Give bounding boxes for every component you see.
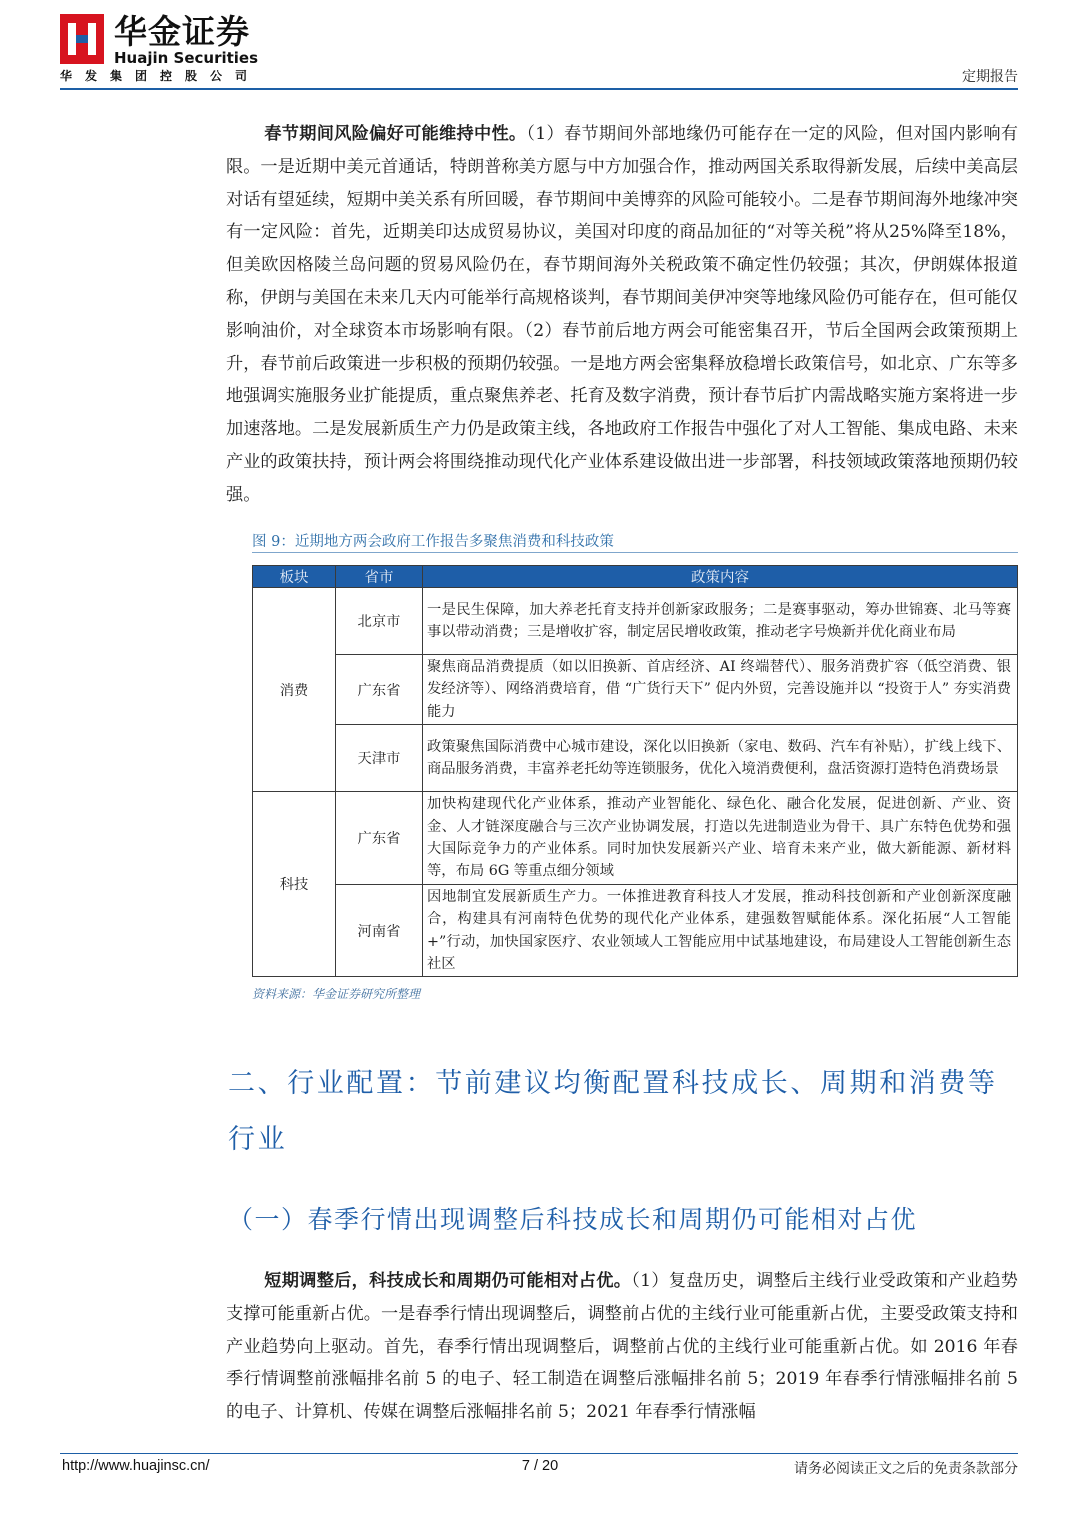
subsection-heading: （一）春季行情出现调整后科技成长和周期仍可能相对占优 bbox=[228, 1205, 918, 1234]
paragraph-body: （1）春节期间外部地缘仍可能存在一定的风险，但对国内影响有限。一是近期中美元首通话，特朗普称美方愿与中方加强合作，推动两国关系取得新发展，后续中美高层对话有望延续，短期中美关系有所回暖，春节期间中美博弈的风险可能较小。二是春节期间海外地缘冲突有一定风险：首先，近期美印达成贸易协议，美国对印度的商品加征的“对等关税”将从25%降至18%，但美欧因格陵兰岛问题的贸易风险仍在，春节期间海外关税政策不确定性仍较强；其次，伊朗媒体报道称，伊朗与美国在未来几天内可能举行高规格谈判，春节期间美伊冲突等地缘风险仍可能存在，但可能仅影响油价，对全球资本市场影响有限。（2）春节前后地方两会可能密集召开，节后全国两会政策预期上升，春节前后政策进一步积极的预期仍较强。一是地方两会密集释放稳增长政策信号，如北京、广东等多地强调实施服务业扩能提质，重点聚焦养老、托育及数字消费，预计春节后扩内需战略实施方案将进一步加速落地。二是发展新质生产力仍是政策主线，各地政府工作报告中强化了对人工智能、集成电路、未来产业的政策扶持，预计两会将围绕推动现代化产业体系建设做出进一步部署，科技领域政策落地预期仍较强。 bbox=[226, 124, 1018, 505]
logo-group-tagline: 华发集团控股公司 bbox=[60, 69, 261, 83]
page-header bbox=[60, 12, 1018, 90]
figure-source: 资料来源：华金证券研究所整理 bbox=[252, 987, 421, 1001]
province-cell: 广东省 bbox=[336, 792, 423, 885]
figure-title-divider bbox=[252, 552, 1018, 553]
sector-cell-technology: 科技 bbox=[253, 792, 336, 977]
policy-cell: 一是民生保障，加大养老托育支持并创新家政服务；二是赛事驱动，筹办世锦赛、北马等赛事以带动消费；三是增收扩容，制定居民增收政策，推动老字号焕新并优化商业布局 bbox=[423, 588, 1018, 655]
paragraph-body: （1）复盘历史，调整后主线行业受政策和产业趋势支撑可能重新占优。一是春季行情出现调整后，调整前占优的主线行业可能重新占优，主要受政策支持和产业趋势向上驱动。首先，春季行情出现调整后，调整前占优的主线行业可能重新占优。如 2016 年春季行情调整前涨幅排名前 5 的电子、轻工制造在调整后涨幅排名前 5；2019 年春季行情涨幅排名前 5 的电子、计算机、传媒在调整后涨幅排名前 5；2021 年春季行情涨幅 bbox=[226, 1271, 1018, 1423]
paragraph-lead: 短期调整后，科技成长和周期仍可能相对占优。 bbox=[264, 1271, 632, 1291]
column-header-policy: 政策内容 bbox=[423, 566, 1018, 588]
column-header-province: 省市 bbox=[336, 566, 423, 588]
huajin-logo-icon bbox=[60, 14, 104, 64]
table-row bbox=[253, 588, 1018, 655]
column-header-sector: 板块 bbox=[253, 566, 336, 588]
policy-table bbox=[252, 565, 1018, 977]
policy-cell: 加快构建现代化产业体系，推动产业智能化、绿色化、融合化发展，促进创新、产业、资金、人才链深度融合与三次产业协调发展，打造以先进制造业为骨干、具广东特色优势和强大国际竞争力的产业体系。同时加快发展新兴产业、培育未来产业，做大新能源、新材料等，布局 6G 等重点细分领域 bbox=[423, 792, 1018, 885]
table-row bbox=[253, 725, 1018, 792]
province-cell: 北京市 bbox=[336, 588, 423, 655]
province-cell: 天津市 bbox=[336, 725, 423, 792]
logo-chinese-name: 华金证券 bbox=[114, 12, 250, 51]
page-number: 7 / 20 bbox=[521, 1458, 559, 1474]
disclaimer-note: 请务必阅读正文之后的免责条款部分 bbox=[794, 1461, 1018, 1477]
paragraph-sector-rotation bbox=[226, 1265, 1018, 1429]
table-row bbox=[253, 884, 1018, 977]
footer-divider bbox=[60, 1453, 1018, 1454]
table-header-row bbox=[253, 566, 1018, 588]
province-cell: 广东省 bbox=[336, 655, 423, 725]
website-link[interactable]: http://www.huajinsc.cn/ bbox=[62, 1458, 210, 1474]
report-type: 定期报告 bbox=[962, 69, 1018, 85]
sector-cell-consumption: 消费 bbox=[253, 588, 336, 792]
policy-cell: 聚焦商品消费提质（如以旧换新、首店经济、AI 终端替代）、服务消费扩容（低空消费、银发经济等）、网络消费培育，借 “广货行天下” 促内外贸，完善设施并以 “投资于人” 夯实消费能力 bbox=[423, 655, 1018, 725]
policy-cell: 因地制宜发展新质生产力。一体推进教育科技人才发展，推动科技创新和产业创新深度融合，构建具有河南特色优势的现代化产业体系，建强数智赋能体系。深化拓展“人工智能+”行动，加快国家医疗、农业领域人工智能应用中试基地建设，布局建设人工智能创新生态社区 bbox=[423, 884, 1018, 977]
table-row bbox=[253, 655, 1018, 725]
policy-cell: 政策聚焦国际消费中心城市建设，深化以旧换新（家电、数码、汽车有补贴），扩线上线下、商品服务消费，丰富养老托幼等连锁服务，优化入境消费便利，盘活资源打造特色消费场景 bbox=[423, 725, 1018, 792]
section-heading: 二、行业配置：节前建议均衡配置科技成长、周期和消费等行业 bbox=[228, 1068, 998, 1155]
province-cell: 河南省 bbox=[336, 884, 423, 977]
paragraph-lead: 春节期间风险偏好可能维持中性。 bbox=[264, 124, 527, 144]
header-divider bbox=[60, 88, 1018, 90]
figure-title: 图 9：近期地方两会政府工作报告多聚焦消费和科技政策 bbox=[252, 534, 614, 550]
paragraph-spring-festival-risk bbox=[226, 118, 1018, 512]
logo-english-name: Huajin Securities bbox=[114, 49, 259, 67]
table-row bbox=[253, 792, 1018, 885]
